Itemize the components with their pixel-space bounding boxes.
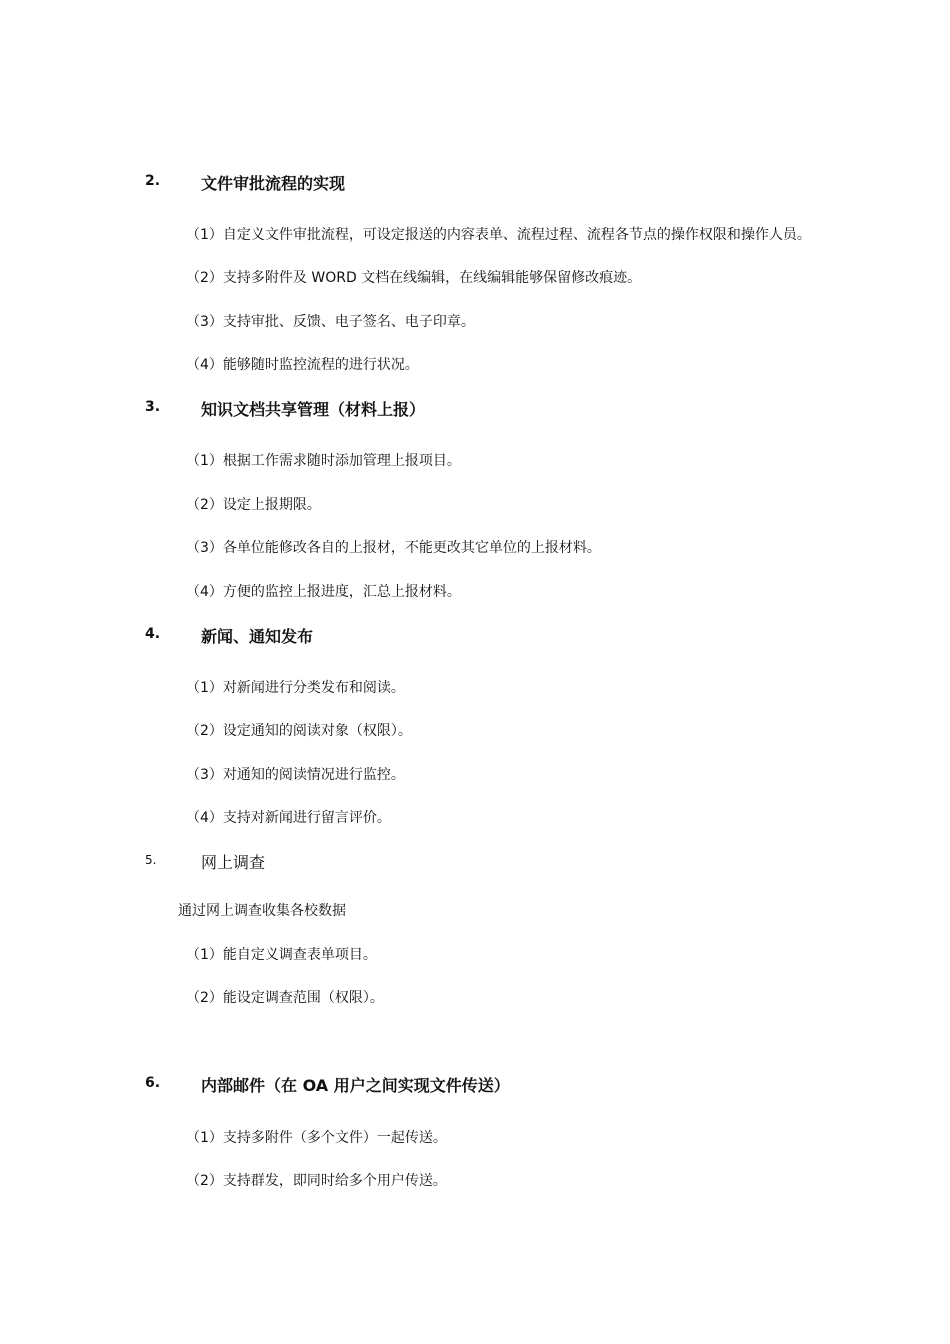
section-number: 4. [145, 626, 161, 642]
list-item: （2）支持群发，即同时给多个用户传送。 [186, 1173, 447, 1189]
section-number: 3. [145, 399, 161, 415]
section-title: 网上调查 [201, 853, 266, 872]
section-title: 文件审批流程的实现 [201, 174, 346, 193]
list-item: （4）支持对新闻进行留言评价。 [186, 810, 391, 826]
list-item: （2）设定通知的阅读对象（权限）。 [186, 723, 412, 739]
section-title: 知识文档共享管理（材料上报） [201, 400, 426, 419]
list-item: （2）设定上报期限。 [186, 497, 321, 513]
list-item: （3）对通知的阅读情况进行监控。 [186, 767, 405, 783]
section-number: 5. [145, 853, 157, 867]
list-item: （1）自定义文件审批流程，可设定报送的内容表单、流程过程、流程各节点的操作权限和操作人员。 [186, 227, 811, 243]
list-item: （1）支持多附件（多个文件）一起传送。 [186, 1130, 447, 1146]
list-item: （2）支持多附件及 WORD 文档在线编辑，在线编辑能够保留修改痕迹。 [186, 270, 642, 286]
list-item: （1）能自定义调查表单项目。 [186, 947, 377, 963]
list-item: （3）支持审批、反馈、电子签名、电子印章。 [186, 314, 475, 330]
list-item: （1）根据工作需求随时添加管理上报项目。 [186, 453, 461, 469]
section-number: 2. [145, 173, 161, 189]
section-number: 6. [145, 1075, 161, 1091]
list-item: （1）对新闻进行分类发布和阅读。 [186, 680, 405, 696]
section-title: 新闻、通知发布 [201, 627, 314, 646]
section-intro: 通过网上调查收集各校数据 [178, 903, 346, 919]
section-title: 内部邮件（在 OA 用户之间实现文件传送） [201, 1076, 510, 1095]
list-item: （4）方便的监控上报进度，汇总上报材料。 [186, 584, 461, 600]
list-item: （3）各单位能修改各自的上报材，不能更改其它单位的上报材料。 [186, 540, 601, 556]
list-item: （4）能够随时监控流程的进行状况。 [186, 357, 419, 373]
list-item: （2）能设定调查范围（权限）。 [186, 990, 384, 1006]
